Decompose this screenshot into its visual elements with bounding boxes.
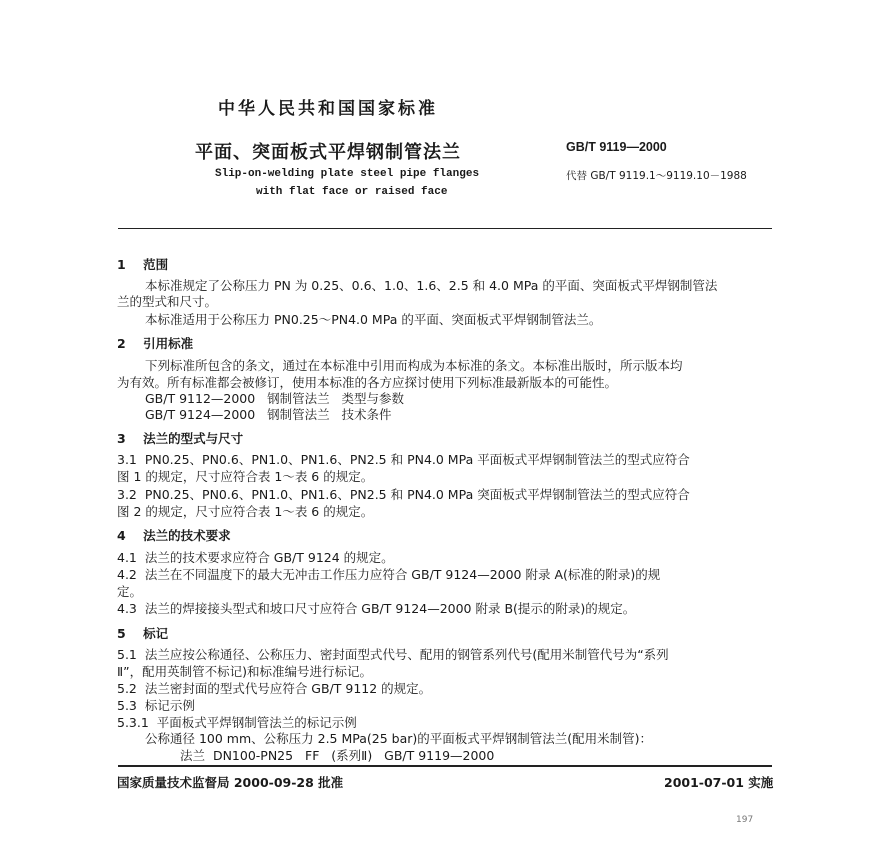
- header-rule: [118, 228, 772, 229]
- section-2-number: 2: [117, 336, 126, 351]
- s5-p5: 5.3.1 平面板式平焊钢制管法兰的标记示例: [117, 715, 357, 730]
- section-3-title: 法兰的型式与尺寸: [143, 431, 244, 446]
- s4-p3: 定。: [117, 584, 143, 599]
- s2-p2: 为有效。所有标准都会被修订，使用本标准的各方应探讨使用下列标准最新版本的可能性。: [117, 375, 618, 390]
- document-title-zh: 平面、突面板式平焊钢制管法兰: [195, 142, 461, 163]
- section-4-number: 4: [117, 528, 126, 543]
- s1-p1: 本标准规定了公称压力 PN 为 0.25、0.6、1.0、1.6、2.5 和 4.0 MPa 的平面、突面板式平焊钢制管法: [145, 278, 718, 293]
- s3-p4: 图 2 的规定，尺寸应符合表 1～表 6 的规定。: [117, 504, 374, 519]
- s4-p2: 4.2 法兰在不同温度下的最大无冲击工作压力应符合 GB/T 9124—2000 附录 A(标准的附录)的规: [117, 567, 661, 582]
- section-2-heading: [117, 334, 193, 352]
- section-4-title: 法兰的技术要求: [143, 528, 231, 543]
- document-title-en-1: Slip-on-welding plate steel pipe flanges: [215, 168, 480, 180]
- s3-p3: 3.2 PN0.25、PN0.6、PN1.0、PN1.6、PN2.5 和 PN4.0 MPa 突面板式平焊钢制管法兰的型式应符合: [117, 487, 690, 502]
- s5-example: 法兰 DN100-PN25 FF (系列Ⅱ) GB/T 9119—2000: [180, 748, 495, 763]
- s5-p6: 公称通径 100 mm、公称压力 2.5 MPa(25 bar)的平面板式平焊钢制管法兰(配用米制管)：: [145, 731, 653, 746]
- s5-p1: 5.1 法兰应按公称通径、公称压力、密封面型式代号、配用的钢管系列代号(配用米制管代号为“系列: [117, 647, 669, 662]
- section-5-number: 5: [117, 626, 126, 641]
- section-2-title: 引用标准: [143, 336, 194, 351]
- issuing-body: 中华人民共和国国家标准: [218, 99, 438, 119]
- section-3-number: 3: [117, 431, 126, 446]
- section-4-heading: [117, 526, 231, 544]
- section-1-heading: [117, 255, 168, 273]
- s1-p2: 兰的型式和尺寸。: [117, 294, 218, 309]
- s5-p4: 5.3 标记示例: [117, 698, 195, 713]
- section-5-title: 标记: [143, 626, 169, 641]
- s2-p1: 下列标准所包含的条文，通过在本标准中引用而构成为本标准的条文。本标准出版时，所示版本均: [145, 358, 683, 373]
- effective-date: 2001-07-01 实施: [664, 775, 774, 790]
- section-1-number: 1: [117, 257, 126, 272]
- s1-p3: 本标准适用于公称压力 PN0.25～PN4.0 MPa 的平面、突面板式平焊钢制管法兰。: [145, 312, 602, 327]
- s2-ref-1: GB/T 9112—2000 钢制管法兰 类型与参数: [145, 391, 405, 406]
- replaces-note: 代替 GB/T 9119.1～9119.10－1988: [566, 170, 747, 182]
- s3-p1: 3.1 PN0.25、PN0.6、PN1.0、PN1.6、PN2.5 和 PN4.0 MPa 平面板式平焊钢制管法兰的型式应符合: [117, 452, 690, 467]
- page-number: 197: [736, 815, 754, 825]
- approval-date: 国家质量技术监督局 2000-09-28 批准: [117, 775, 344, 790]
- s4-p1: 4.1 法兰的技术要求应符合 GB/T 9124 的规定。: [117, 550, 394, 565]
- s4-p4: 4.3 法兰的焊接接头型式和坡口尺寸应符合 GB/T 9124—2000 附录 B(提示的附录)的规定。: [117, 601, 636, 616]
- s5-p2: Ⅱ”，配用英制管不标记)和标准编号进行标记。: [117, 664, 373, 679]
- s5-p3: 5.2 法兰密封面的型式代号应符合 GB/T 9112 的规定。: [117, 681, 432, 696]
- footer-rule: [118, 765, 772, 767]
- section-5-heading: [117, 624, 168, 642]
- s2-ref-2: GB/T 9124—2000 钢制管法兰 技术条件: [145, 407, 392, 422]
- document-title-en-2: with flat face or raised face: [256, 186, 448, 198]
- standard-code: GB/T 9119—2000: [566, 140, 667, 154]
- s3-p2: 图 1 的规定，尺寸应符合表 1～表 6 的规定。: [117, 469, 374, 484]
- section-3-heading: [117, 429, 243, 447]
- section-1-title: 范围: [143, 257, 169, 272]
